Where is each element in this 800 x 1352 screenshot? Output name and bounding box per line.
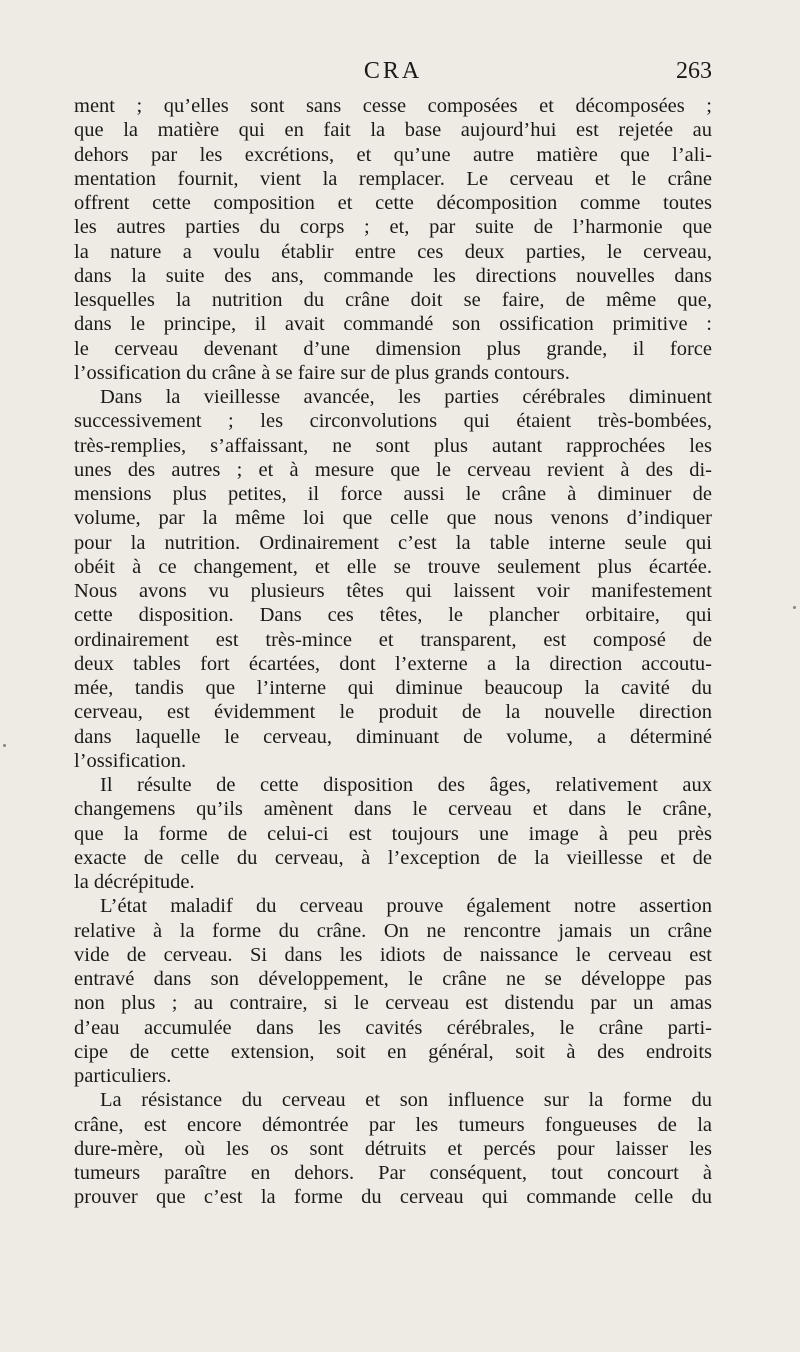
text-line: volume, par la même loi que celle que nous venons d’indiquer (74, 507, 712, 530)
text-line: prouver que c’est la forme du cerveau qui commande celle du (74, 1186, 712, 1209)
text-line: l’ossification. (74, 749, 187, 772)
margin-speck (3, 744, 6, 747)
text-line: les autres parties du corps ; et, par suite de l’harmonie que (74, 216, 712, 239)
text-line: mensions plus petites, il force aussi le crâne à diminuer de (74, 483, 712, 505)
paragraph (74, 773, 712, 894)
text-line: entravé dans son développement, le crâne ne se développe pas (74, 968, 712, 990)
text-line: La résistance du cerveau et son influence sur la forme du (100, 1089, 712, 1112)
text-line: deux tables fort écartées, dont l’externe a la direction accoutu- (74, 652, 712, 675)
text-line: tumeurs paraître en dehors. Par conséquent, tout concourt à (74, 1162, 712, 1184)
text-line: ordinairement est très-mince et transparent, est composé de (74, 628, 712, 651)
text-line: Dans la vieillesse avancée, les parties cérébrales diminuent (100, 386, 712, 408)
margin-speck (793, 606, 796, 609)
text-line: relative à la forme du crâne. On ne rencontre jamais un crâne (74, 919, 712, 942)
text-line: obéit à ce changement, et elle se trouve seulement plus écartée. (74, 555, 712, 578)
text-line: très-remplies, s’affaissant, ne sont plus autant rapprochées les (74, 434, 712, 457)
text-line: mentation fournit, vient la remplacer. Le cerveau et le crâne (74, 167, 712, 190)
text-line: successivement ; les circonvolutions qui étaient très-bombées, (74, 410, 712, 433)
text-line: particuliers. (74, 1065, 172, 1087)
text-line: dehors par les excrétions, et qu’une autre matière que l’ali- (74, 143, 712, 166)
text-line: le cerveau devenant d’une dimension plus grande, il force (74, 337, 712, 360)
text-line: dure-mère, où les os sont détruits et percés pour laisser les (74, 1137, 712, 1160)
text-line: pour la nutrition. Ordinairement c’est la table interne seule qui (74, 531, 712, 554)
text-line: Il résulte de cette disposition des âges, relativement aux (100, 774, 712, 796)
running-head-title: CRA (363, 58, 423, 84)
text-line: que la forme de celui-ci est toujours une image à peu près (74, 822, 712, 845)
paragraph (74, 94, 712, 385)
text-line: ment ; qu’elles sont sans cesse composées et décomposées ; (74, 95, 712, 117)
page-number: 263 (676, 58, 712, 84)
running-head (74, 58, 712, 92)
text-line: que la matière qui en fait la base aujourd’hui est rejetée au (74, 119, 712, 142)
paragraph (74, 385, 712, 773)
text-line: la nature a voulu établir entre ces deux parties, le cerveau, (74, 240, 712, 263)
text-line: exacte de celle du cerveau, à l’exception de la vieillesse et de (74, 846, 712, 869)
text-line: crâne, est encore démontrée par les tumeurs fongueuses de la (74, 1113, 712, 1136)
text-line: cerveau, est évidemment le produit de la nouvelle direction (74, 701, 712, 724)
text-line: l’ossification du crâne à se faire sur de plus grands contours. (74, 361, 570, 384)
text-line: d’eau accumulée dans les cavités cérébrales, le crâne parti- (74, 1016, 712, 1039)
text-line: lesquelles la nutrition du crâne doit se faire, de même que, (74, 289, 712, 311)
text-line: dans le principe, il avait commandé son ossification primitive : (74, 313, 712, 336)
text-line: dans laquelle le cerveau, diminuant de volume, a déterminé (74, 725, 712, 748)
text-line: changemens qu’ils amènent dans le cerveau et dans le crâne, (74, 798, 712, 821)
text-line: la décrépitude. (74, 871, 195, 893)
text-line: cette disposition. Dans ces têtes, le plancher orbitaire, qui (74, 604, 712, 627)
text-line: Nous avons vu plusieurs têtes qui laissent voir manifestement (74, 580, 712, 602)
text-line: L’état maladif du cerveau prouve également notre assertion (100, 895, 712, 918)
text-line: vide de cerveau. Si dans les idiots de naissance le cerveau est (74, 943, 712, 966)
text-line: dans la suite des ans, commande les directions nouvelles dans (74, 264, 712, 287)
text-line: unes des autres ; et à mesure que le cerveau revient à des di- (74, 458, 712, 481)
text-line: offrent cette composition et cette décomposition comme toutes (74, 192, 712, 214)
paragraph (74, 1088, 712, 1209)
body-text (74, 94, 712, 1210)
text-line: non plus ; au contraire, si le cerveau est distendu par un amas (74, 992, 712, 1015)
paragraph (74, 894, 712, 1088)
text-line: cipe de cette extension, soit en général, soit à des endroits (74, 1040, 712, 1063)
text-line: mée, tandis que l’interne qui diminue beaucoup la cavité du (74, 677, 712, 699)
